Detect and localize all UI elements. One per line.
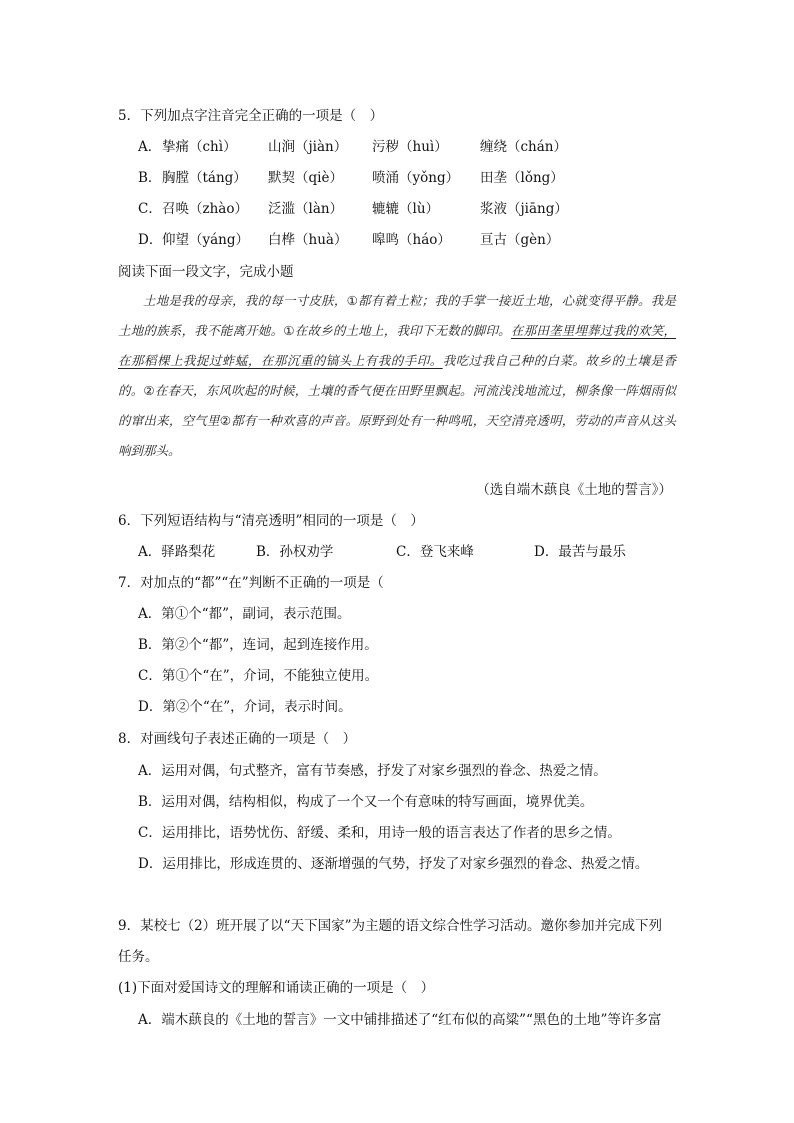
q6-option-a[interactable]: A．驿路梨花: [138, 544, 216, 560]
q5-stem: 5．下列加点字注音完全正确的一项是（ ）: [118, 108, 384, 124]
option-item: 胸膛（táng）: [162, 170, 247, 186]
q9-stem: 9．某校七（2）班开展了以“天下国家”为主题的语文综合性学习活动。邀你参加并完成下列: [118, 918, 662, 934]
q7-stem: 7．对加点的“都”“在”判断不正确的一项是（: [118, 575, 384, 591]
option-item: 仰望（yáng）: [162, 232, 250, 248]
q9-sub1-option-a[interactable]: A．端木蕻良的《土地的誓言》一文中铺排描述了“红布似的高粱”“黑色的土地”等许多富: [138, 1012, 662, 1028]
q8-option-c[interactable]: C．运用排比，语势忧伤、舒缓、柔和，用诗一般的语言表达了作者的思乡之情。: [138, 825, 621, 841]
q6-stem: 6．下列短语结构与“清亮透明”相同的一项是（ ）: [118, 513, 424, 529]
option-item: 亘古（gèn）: [480, 232, 560, 248]
reading-instruction: 阅读下面一段文字，完成小题: [118, 264, 294, 280]
option-label: C．: [138, 201, 162, 217]
option-item: 山涧（jiàn）: [268, 139, 348, 155]
option-item: 默契（qiè）: [268, 170, 343, 186]
q7-option-a[interactable]: A．第①个“都”，副词，表示范围。: [138, 606, 351, 622]
q8-option-d[interactable]: D．运用排比，形成连贯的、逐渐增强的气势，抒发了对家乡强烈的眷念、热爱之情。: [138, 856, 649, 872]
option-label: A．: [138, 139, 162, 155]
option-item: 召唤（zhào）: [162, 201, 248, 217]
reading-passage: [118, 286, 676, 466]
passage-source: （选自端木蕻良《土地的誓言》）: [476, 482, 672, 498]
option-item: 泛滥（làn）: [268, 201, 344, 217]
q9-stem-continued: 任务。: [118, 949, 159, 965]
q7-option-b[interactable]: B．第②个“都”，连词，起到连接作用。: [138, 637, 378, 653]
option-item: 嗥鸣（háo）: [372, 232, 451, 248]
q8-stem: 8．对画线句子表述正确的一项是（ ）: [118, 731, 357, 747]
option-item: 缠绕（chán）: [480, 139, 567, 155]
option-item: 污秽（huì）: [372, 139, 448, 155]
q6-option-b[interactable]: B．孙权劝学: [256, 544, 334, 560]
underlined-sentence: 在那田垄里埋葬过我的欢笑，在那稻棵上我捉过蚱蜢，在那沉重的镐头上有我的手印。: [118, 323, 676, 368]
q6-option-d[interactable]: D．最苦与最乐: [534, 544, 626, 560]
q7-option-c[interactable]: C．第①个“在”，介词，不能独立使用。: [138, 668, 379, 684]
q6-option-c[interactable]: C．登飞来峰: [396, 544, 474, 560]
passage-text: 土地是我的母亲，我的每一寸皮肤，①都有着土粒；我的手掌一接近土地，心就变得平静。我是土地的族系，我不能离开她。①在故乡的土地上，我印下无数的脚印。: [118, 293, 676, 338]
option-label: D．: [138, 232, 163, 248]
q8-option-b[interactable]: B．运用对偶，结构相似，构成了一个又一个有意味的特写画面，境界优美。: [138, 794, 594, 810]
option-item: 挚痛（chì）: [162, 139, 237, 155]
option-label: B．: [138, 170, 162, 186]
option-item: 白桦（huà）: [268, 232, 348, 248]
option-item: 田垄（lǒng）: [480, 170, 564, 186]
passage-paragraph: [118, 286, 676, 466]
option-item: 浆液（jiāng）: [480, 201, 568, 217]
option-item: 辘辘（lù）: [372, 201, 440, 217]
passage-text: 我吃过我自己种的白菜。故乡的土壤是香的。②在春天，东风吹起的时候，土壤的香气便在田野里飘起。河流浅浅地流过，柳条像一阵烟雨似的窜出来，空气里②都有一种欢喜的声音。原野到处有一种鸣吼，天空清亮透明，劳动的声音从这头响到那头。: [118, 353, 676, 458]
option-item: 喷涌（yǒng）: [372, 170, 460, 186]
q9-sub1-stem: (1)下面对爱国诗文的理解和诵读正确的一项是（ ）: [118, 980, 435, 996]
q7-option-d[interactable]: D．第②个“在”，介词，表示时间。: [138, 699, 352, 715]
q8-option-a[interactable]: A．运用对偶，句式整齐，富有节奏感，抒发了对家乡强烈的眷念、热爱之情。: [138, 763, 607, 779]
